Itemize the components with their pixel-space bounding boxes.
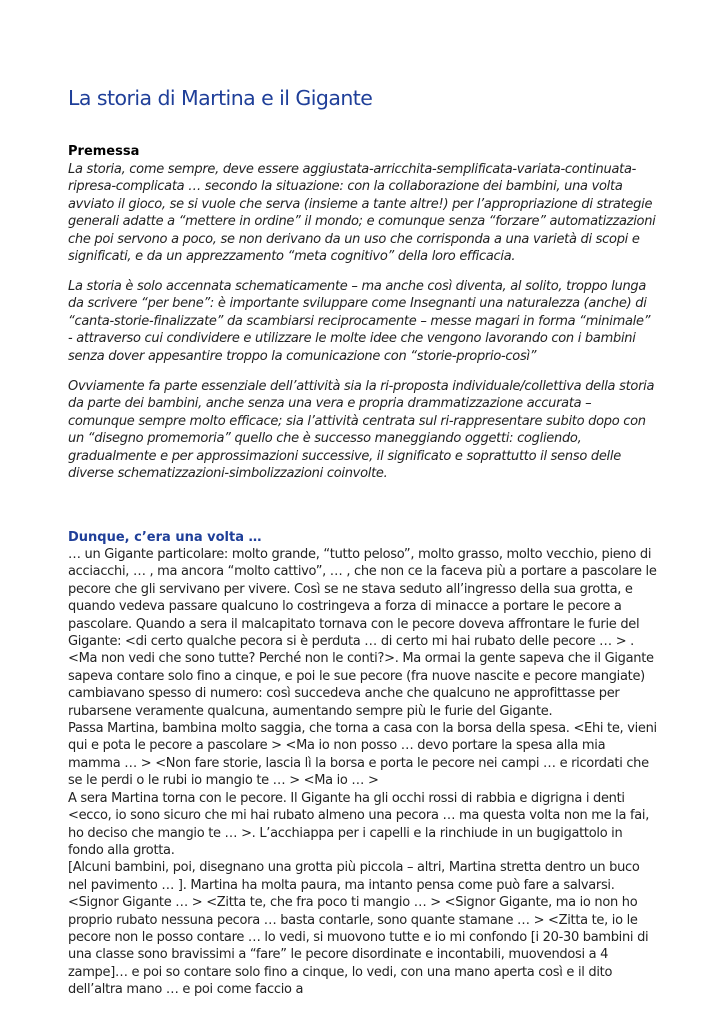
premessa-paragraph: La storia è solo accennata schematicamente – ma anche così diventa, al solito, troppo lunga da scrivere “per bene”: è importante sviluppare come Insegnanti una naturalezza (anche) di “canta-storie-finalizzate” da scambiarsi reciprocamente – messe magari in forma “minimale” - attraverso cui condividere e utilizzare le molte idee che vengono lavorando con i bambini senza dover appesantire troppo la comunicazione con “storie-proprio-così” <box>68 279 651 364</box>
story-paragraph: [Alcuni bambini, poi, disegnano una grotta più piccola – altri, Martina stretta dentro un buco nel pavimento … ]. Martina ha molta paura, ma intanto pensa come può fare a salvarsi. <box>68 860 640 893</box>
premessa-paragraph: La storia, come sempre, deve essere aggiustata-arricchita-semplificata-variata-continuata-ripresa-complicata … secondo la situazione: con la collaborazione dei bambini, una volta avviato il gioco, se si vuole che serva (insieme a tante altre!) per l’appropriazione di strategie generali adatte a “mettere in ordine” il mondo; e comunque senza “forzare” automatizzazioni che poi servono a poco, se non derivano da un uso che corrisponda a una varietà di scopi e significati, e da un apprezzamento “meta cognitivo” della loro efficacia. <box>68 162 656 265</box>
premessa-paragraph: Ovviamente fa parte essenziale dell’attività sia la ri-proposta individuale/collettiva della storia da parte dei bambini, anche senza una vera e propria drammatizzazione accurata – comunque sempre molto efficace; sia l’attività centrata sul ri-rappresentare subito dopo con un “disegno promemoria” quello che è successo maneggiando oggetti: cogliendo, gradualmente e per approssimazioni successive, il significato e soprattutto il senso delle diverse schematizzazioni-simbolizzazioni coinvolte. <box>68 379 655 482</box>
story-paragraph: <Signor Gigante … > <Zitta te, che fra poco ti mangio … > <Signor Gigante, ma io non ho proprio rubato nessuna pecora … basta contarle, sono quante stamane … > <Zitta te, io le pecore non le posso contare … lo vedi, si muovono tutte e io mi confondo [i 20-30 bambini di una classe sono bravissimi a “fare” le pecore disordinate e incontabili, muovendosi a 4 zampe]… e poi so contare solo fino a cinque, lo vedi, con una mano aperta così e il dito dell’altra mano … e poi come faccio a <box>68 895 649 998</box>
story-paragraph: Passa Martina, bambina molto saggia, che torna a casa con la borsa della spesa. <Ehi te, vieni qui e pota le pecore a pascolare > <Ma io non posso … devo portare la spesa alla mia mamma … > <Non fare storie, lascia lì la borsa e porta le pecore nei campi … e ricordati che se le perdi o le rubi io mangio te … > <Ma io … > <box>68 721 657 789</box>
premessa-heading: Premessa <box>68 144 140 159</box>
story-paragraph: A sera Martina torna con le pecore. Il Gigante ha gli occhi rossi di rabbia e digrigna i denti <ecco, io sono sicuro che mi hai rubato almeno una pecora … ma questa volta non me la fai, ho deciso che mangio te … >. L’acchiappa per i capelli e la rinchiude in un bugigattolo in fondo alla grotta. <box>68 790 650 858</box>
story-paragraph: … un Gigante particolare: molto grande, “tutto peloso”, molto grasso, molto vecchio, pieno di acciacchi, … , ma ancora “molto cattivo”, … , che non ce la faceva più a portare a pascolare le pecore che gli servivano per vivere. Così se ne stava seduto all’ingresso della sua grotta, e quando vedeva passare qualcuno lo costringeva a forza di minacce a portare le pecore a pascolare. Quando a sera il malcapitato tornava con le pecore doveva affrontare le furie del Gigante: <di certo qualche pecora si è perduta … di certo mi hai rubato delle pecore … > . <Ma non vedi che sono tutte? Perché non le conti?>. Ma ormai la gente sapeva che il Gigante sapeva contare solo fino a cinque, e poi le sue pecore (fra nuove nascite e pecore mangiate) cambiavano spesso di numero: così succedeva anche che qualcuno ne approfittasse per rubarsene veramente qualcuna, aumentando sempre più le furie del Gigante. <box>68 547 657 719</box>
story-body <box>68 546 660 999</box>
document-title: La storia di Martina e il Gigante <box>68 86 373 110</box>
story-heading: Dunque, c’era una volta … <box>68 530 262 545</box>
